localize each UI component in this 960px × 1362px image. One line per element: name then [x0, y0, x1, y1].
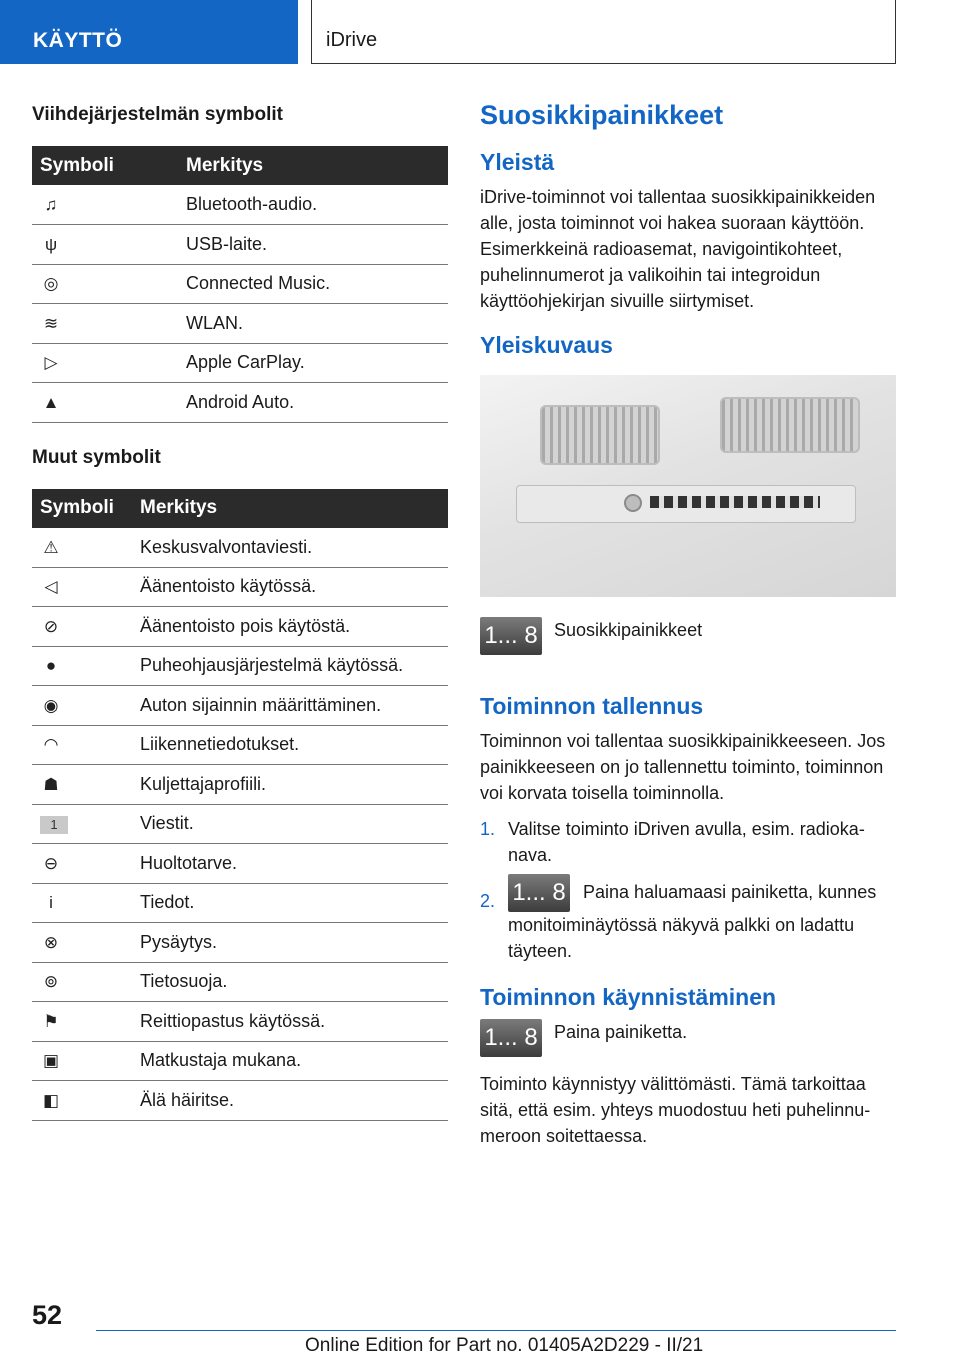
table-row	[32, 923, 448, 963]
table-row	[32, 1002, 448, 1042]
step-item	[480, 816, 896, 868]
volume-knob	[624, 494, 642, 512]
table-row	[32, 686, 448, 726]
meaning-cell: WLAN.	[178, 304, 448, 344]
table-row	[32, 185, 448, 225]
section-tab: KÄYTTÖ	[0, 0, 298, 64]
passenger-icon: ▣	[42, 1051, 60, 1071]
symbol-cell	[32, 185, 178, 225]
footer-divider	[96, 1330, 896, 1331]
favorites-caption-row	[480, 617, 896, 655]
table-row	[32, 567, 448, 607]
save-steps-list	[480, 816, 896, 964]
meaning-cell: Viestit.	[132, 804, 448, 844]
driver-profile-icon: ☗	[43, 774, 59, 794]
meaning-cell: Bluetooth-audio.	[178, 185, 448, 225]
do-not-disturb-icon: ◧	[42, 1090, 60, 1110]
table-row	[32, 264, 448, 304]
table-row	[32, 725, 448, 765]
step-number: 2.	[480, 891, 496, 911]
column-header-meaning: Merkitys	[132, 489, 448, 528]
footer-edition: Online Edition for Part no. 01405A2D229 - II/21	[305, 1335, 704, 1356]
symbol-cell	[32, 264, 178, 304]
table-row	[32, 1041, 448, 1081]
meaning-cell: Liikennetiedotukset.	[132, 725, 448, 765]
table-row	[32, 765, 448, 805]
press-button-row	[480, 1019, 896, 1057]
usb-icon: ψ	[44, 234, 58, 254]
route-guidance-icon: ⚑	[43, 1011, 59, 1031]
other-symbols-title: Muut symbolit	[32, 446, 161, 468]
table-row	[32, 844, 448, 884]
meaning-cell: Äänentoisto käytössä.	[132, 567, 448, 607]
column-header-meaning: Merkitys	[178, 146, 448, 185]
table-row	[32, 225, 448, 265]
symbol-cell	[32, 804, 132, 844]
right-column	[480, 100, 896, 1149]
start-function-heading: Toiminnon käynnistäminen	[480, 984, 777, 1010]
connected-music-icon: ◎	[43, 274, 59, 294]
speaker-muted-icon: ⊘	[43, 616, 59, 636]
overview-heading: Yleiskuvaus	[480, 332, 613, 358]
meaning-cell: Huoltotarve.	[132, 844, 448, 884]
table-header-row	[32, 489, 448, 528]
table-row	[32, 607, 448, 647]
symbol-cell	[32, 1002, 132, 1042]
general-heading: Yleistä	[480, 149, 555, 175]
step-text: Paina haluamaasi painiketta, kunnes monitoiminäytössä näkyvä palkki on ladattu täyteen.	[508, 881, 877, 961]
table-row	[32, 343, 448, 383]
step-text: Valitse toiminto iDriven avulla, esim. radiokanava.	[508, 819, 865, 865]
table-row	[32, 304, 448, 344]
step-content	[508, 874, 896, 964]
symbol-cell	[32, 383, 178, 423]
symbol-cell	[32, 607, 132, 647]
symbol-cell	[32, 304, 178, 344]
table-row	[32, 883, 448, 923]
favorite-buttons-strip	[650, 496, 820, 508]
air-vent-right	[720, 397, 860, 453]
meaning-cell: USB-laite.	[178, 225, 448, 265]
step-item	[480, 874, 896, 964]
symbol-cell	[32, 923, 132, 963]
entertainment-symbols-table	[32, 146, 448, 423]
favorite-buttons-icon: 1... 8	[480, 617, 542, 655]
other-symbols-table	[32, 489, 448, 1121]
meaning-cell: Tiedot.	[132, 883, 448, 923]
meaning-cell: Äänentoisto pois käytöstä.	[132, 607, 448, 647]
symbol-cell	[32, 343, 178, 383]
location-icon: ◉	[43, 695, 59, 715]
meaning-cell: Auton sijainnin määrittäminen.	[132, 686, 448, 726]
symbol-cell	[32, 686, 132, 726]
meaning-cell: Älä häiritse.	[132, 1081, 448, 1121]
start-function-paragraph: Toiminto käynnistyy välittömästi. Tämä tarkoittaa sitä, että esim. yhteys muodostuu heti puhelinnumeroon soitettaessa.	[480, 1074, 871, 1146]
favorites-caption: Suosikkipainikkeet	[554, 620, 703, 640]
topic-tab: iDrive	[311, 0, 896, 64]
table-row	[32, 962, 448, 1002]
symbol-cell	[32, 567, 132, 607]
meaning-cell: Reittiopastus käytössä.	[132, 1002, 448, 1042]
press-button-text: Paina painiketta.	[554, 1022, 688, 1042]
stop-icon: ⊗	[43, 932, 59, 952]
symbol-cell	[32, 646, 132, 686]
meaning-cell: Kuljettajaprofiili.	[132, 765, 448, 805]
symbol-cell	[32, 725, 132, 765]
favorite-buttons-icon: 1... 8	[480, 1019, 542, 1057]
symbol-cell	[32, 1081, 132, 1121]
symbol-cell	[32, 883, 132, 923]
meaning-cell: Keskusvalvontaviesti.	[132, 528, 448, 568]
column-header-symbol: Symboli	[32, 146, 178, 185]
table-row	[32, 528, 448, 568]
table-header-row	[32, 146, 448, 185]
table-row	[32, 646, 448, 686]
save-function-heading: Toiminnon tallennus	[480, 693, 704, 719]
microphone-icon: ●	[45, 656, 57, 676]
column-header-symbol: Symboli	[32, 489, 132, 528]
favorite-buttons-icon: 1... 8	[508, 874, 570, 912]
message-icon: 1	[40, 816, 68, 834]
traffic-info-icon: ◠	[43, 735, 59, 755]
meaning-cell: Puheohjausjärjestelmä käytössä.	[132, 646, 448, 686]
table-row	[32, 383, 448, 423]
meaning-cell: Android Auto.	[178, 383, 448, 423]
meaning-cell: Pysäytys.	[132, 923, 448, 963]
favorites-heading: Suosikkipainikkeet	[480, 100, 724, 130]
table-row	[32, 804, 448, 844]
step-number: 1.	[480, 819, 496, 839]
dashboard-photo	[480, 375, 896, 597]
service-car-icon: ⊖	[43, 853, 59, 873]
info-icon: i	[49, 893, 53, 913]
meaning-cell: Tietosuoja.	[132, 962, 448, 1002]
wlan-icon: ≋	[43, 313, 59, 333]
symbol-cell	[32, 962, 132, 1002]
warning-triangle-icon: ⚠	[43, 537, 59, 557]
general-paragraph: iDrive-toiminnot voi tallentaa suosikkipainikkeiden alle, josta toiminnot voi hakea suoraan käyttöön. Esimerkkeinä radioasemat, navigointikohteet, puhelinnumerot ja valikoihin tai integroidun käyttöohjekirjan sivuille siirtymiset.	[480, 187, 876, 311]
page-number: 52	[32, 1300, 63, 1330]
symbol-cell	[32, 844, 132, 884]
bluetooth-audio-icon: ♫	[44, 195, 58, 214]
meaning-cell: Matkustaja mukana.	[132, 1041, 448, 1081]
apple-carplay-icon: ▷	[44, 353, 58, 373]
android-auto-icon: ▲	[42, 392, 60, 412]
speaker-icon: ◁	[44, 577, 58, 597]
left-column	[32, 104, 448, 1145]
symbol-cell	[32, 1041, 132, 1081]
entertainment-symbols-title: Viihdejärjestelmän symbolit	[32, 104, 283, 125]
symbol-cell	[32, 225, 178, 265]
symbol-cell	[32, 528, 132, 568]
meaning-cell: Apple CarPlay.	[178, 343, 448, 383]
privacy-icon: ⊚	[43, 972, 59, 992]
air-vent-left	[540, 405, 660, 465]
symbol-cell	[32, 765, 132, 805]
table-row	[32, 1081, 448, 1121]
save-function-paragraph: Toiminnon voi tallentaa suosikkipainikkeeseen. Jos painikkeeseen on jo tallennettu toiminto, toiminnon voi korvata toisella toiminnolla.	[480, 731, 886, 803]
meaning-cell: Connected Music.	[178, 264, 448, 304]
